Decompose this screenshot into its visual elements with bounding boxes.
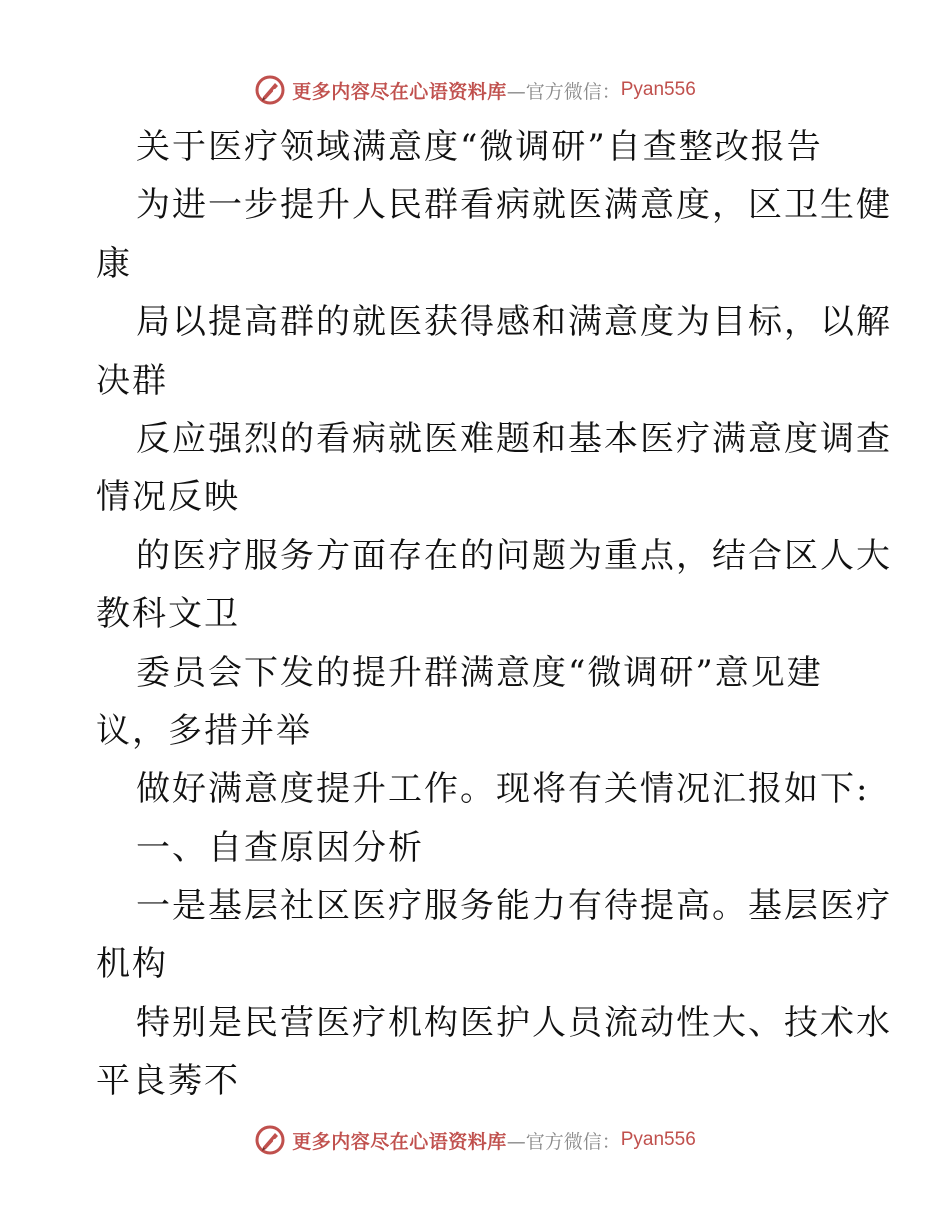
text-line: 局以提高群的就医获得感和满意度为目标，以解 — [136, 302, 892, 343]
pen-logo-icon — [254, 1124, 286, 1156]
text-line: 情况反映 — [96, 477, 240, 518]
text-line: 决群 — [96, 360, 168, 401]
text-line: 特别是民营医疗机构医护人员流动性大、技术水 — [136, 1002, 892, 1043]
watermark-brand: 更多内容尽在心语资料库 — [292, 80, 507, 103]
watermark-wechat-id: Pyan556 — [620, 79, 696, 100]
watermark-official-label: —官方微信： — [506, 1130, 621, 1153]
text-line: 议，多措并举 — [96, 710, 312, 751]
text-line: 的医疗服务方面存在的问题为重点，结合区人大 — [136, 535, 892, 576]
watermark-wechat-id: Pyan556 — [620, 1129, 696, 1150]
text-line: 教科文卫 — [96, 594, 240, 635]
watermark-header — [0, 70, 950, 110]
text-line: 平良莠不 — [96, 1061, 240, 1102]
text-line: 为进一步提升人民群看病就医满意度，区卫生健 — [136, 185, 892, 226]
document-body — [96, 118, 892, 1111]
pen-logo-icon — [254, 74, 286, 106]
text-line: 做好满意度提升工作。现将有关情况汇报如下: — [136, 769, 870, 810]
text-line: 委员会下发的提升群满意度“微调研”意见建 — [136, 652, 823, 693]
watermark-footer — [0, 1120, 950, 1160]
text-line: 康 — [96, 243, 132, 284]
watermark-official-label: —官方微信： — [506, 80, 621, 103]
text-line: 反应强烈的看病就医难题和基本医疗满意度调查 — [136, 418, 892, 459]
watermark-brand: 更多内容尽在心语资料库 — [292, 1130, 507, 1153]
text-line: 一是基层社区医疗服务能力有待提高。基层医疗 — [136, 886, 892, 927]
text-line: 机构 — [96, 944, 168, 985]
document-title-line: 关于医疗领域满意度“微调研”自查整改报告 — [136, 127, 823, 167]
text-line: 一、自查原因分析 — [136, 827, 424, 868]
